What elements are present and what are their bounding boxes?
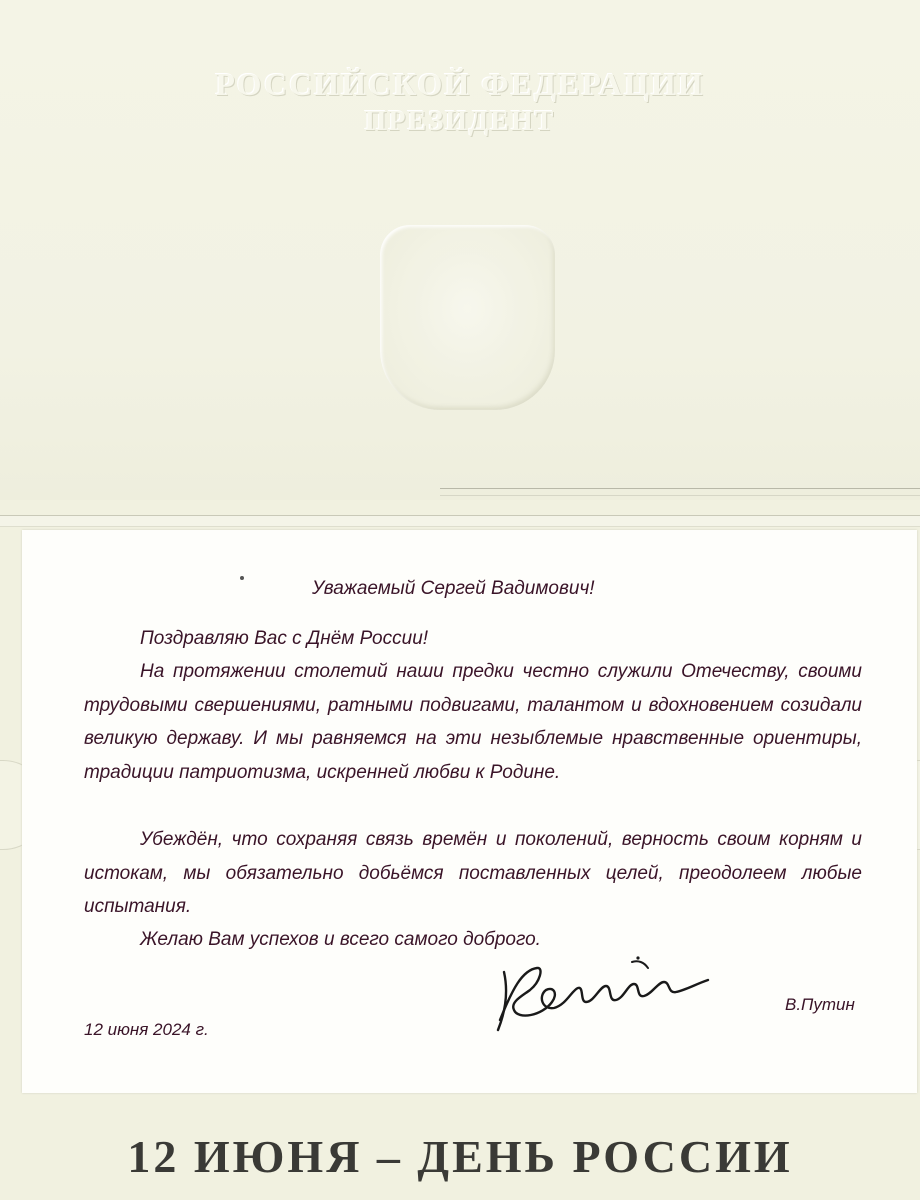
fold-line (440, 488, 920, 496)
coat-of-arms-icon (380, 225, 555, 410)
emblem-line-2: ПРЕЗИДЕНТ (364, 106, 556, 137)
letter-paragraph-2: На протяжении столетий наши предки честно служили Отечеству, своими трудовыми свершениями, ратными подвигами, талантом и вдохновением созидали великую державу. И мы равняемся на эти незыблемые нравственные ориентиры, традиции патриотизма, искренней любви к Родине. (84, 661, 862, 783)
signer-name: В.Путин (785, 995, 855, 1014)
letter-date: 12 июня 2024 г. (84, 1020, 209, 1039)
letter-sheet (22, 530, 917, 1093)
card-pocket-edge (0, 515, 920, 527)
holiday-banner: 12 ИЮНЯ – ДЕНЬ РОССИИ (127, 1131, 793, 1182)
emblem-line-1: РОССИЙСКОЙ ФЕДЕРАЦИИ (215, 66, 705, 102)
letter-paragraph-4: Желаю Вам успехов и всего самого доброго. (140, 929, 541, 950)
letter-paragraph-3: Убеждён, что сохраняя связь времён и поколений, верность своим корням и истокам, мы обязательно добьёмся поставленных целей, преодолеем любые испытания. (84, 829, 862, 917)
card-cover (0, 0, 920, 500)
letter-paragraph-1: Поздравляю Вас с Днём России! (140, 628, 429, 649)
letter-greeting: Уважаемый Сергей Вадимович! (312, 578, 595, 599)
signature-icon (482, 950, 722, 1040)
ink-dot (240, 576, 244, 580)
